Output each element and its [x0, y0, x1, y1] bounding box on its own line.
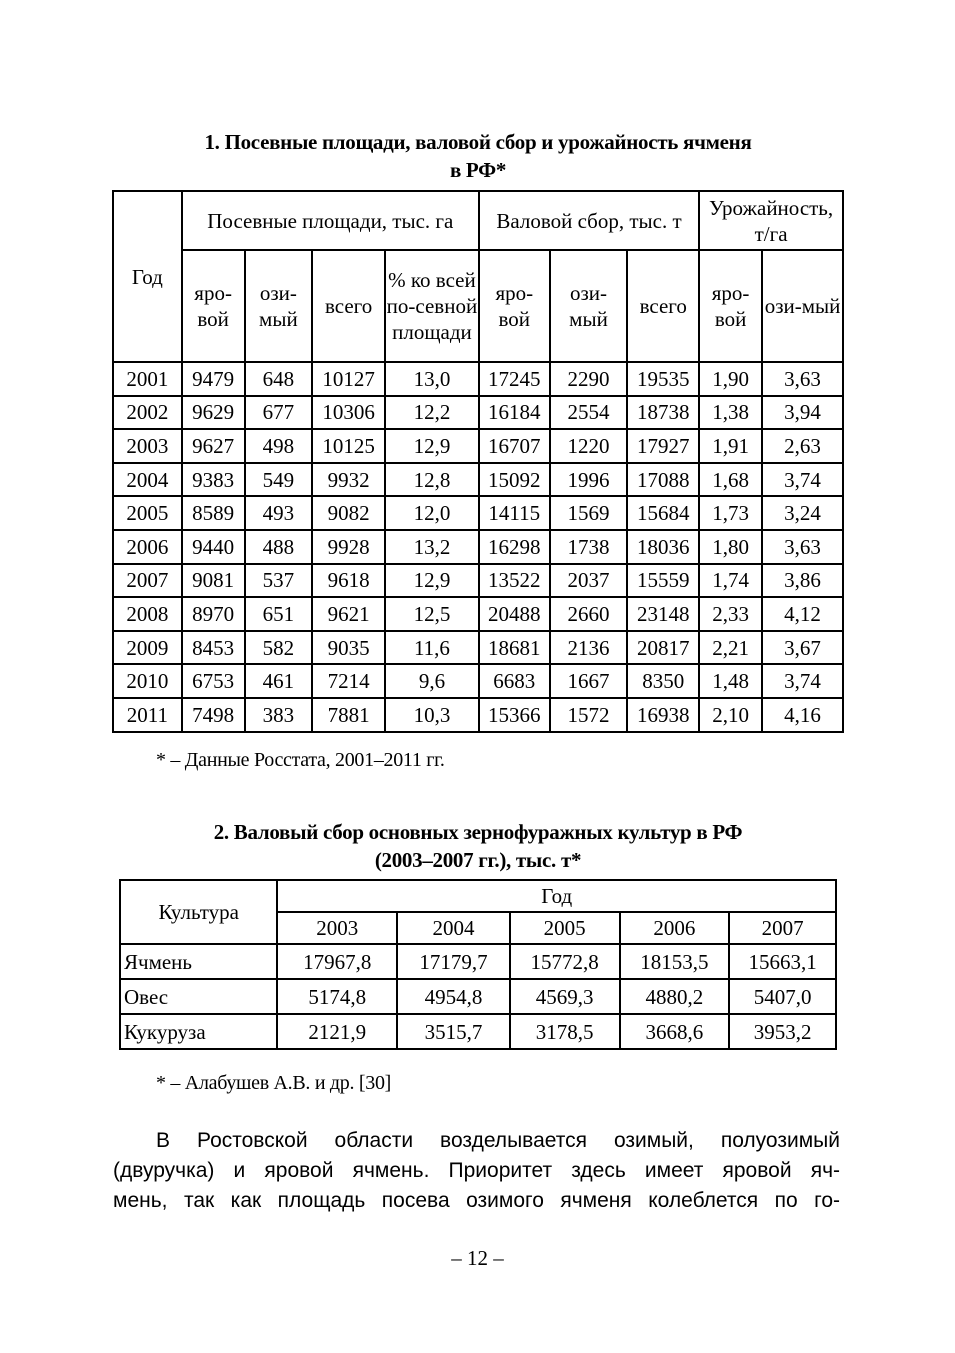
data-cell: 7881: [312, 698, 385, 732]
table-row: [113, 664, 843, 698]
data-cell: 9932: [312, 463, 385, 497]
header-harvest: Валовой сбор, тыс. т: [479, 191, 699, 250]
data-cell: 2290: [550, 362, 628, 396]
data-cell: 12,2: [385, 396, 479, 430]
data-cell: 13,0: [385, 362, 479, 396]
data-cell: 9618: [312, 564, 385, 598]
data-cell: 5174,8: [277, 979, 397, 1014]
data-cell: 18036: [627, 530, 699, 564]
data-cell: 6683: [479, 664, 550, 698]
data-cell: 651: [245, 597, 313, 631]
table1-caption-line2: в РФ*: [449, 158, 507, 182]
data-cell: 9082: [312, 496, 385, 530]
data-cell: 17245: [479, 362, 550, 396]
table-row: [120, 1014, 836, 1049]
data-cell: 9479: [182, 362, 245, 396]
data-cell: 2,33: [699, 597, 762, 631]
row-label-cell: 2006: [113, 530, 182, 564]
table1-footnote: * – Данные Росстата, 2001–2011 гг.: [156, 749, 445, 771]
data-cell: 23148: [627, 597, 699, 631]
row-label-cell: 2011: [113, 698, 182, 732]
table-row: [120, 979, 836, 1014]
data-cell: 383: [245, 698, 313, 732]
row-label-cell: 2007: [113, 564, 182, 598]
data-cell: 2554: [550, 396, 628, 430]
table-row: [113, 698, 843, 732]
data-cell: 9627: [182, 429, 245, 463]
data-cell: 10306: [312, 396, 385, 430]
header-year-group: Год: [277, 880, 836, 912]
data-cell: 2,63: [762, 429, 843, 463]
data-cell: 1,48: [699, 664, 762, 698]
data-cell: 1,38: [699, 396, 762, 430]
header-area-winter: ози-мый: [245, 250, 313, 362]
barley-table: [112, 190, 844, 733]
data-cell: 15559: [627, 564, 699, 598]
header-yield-spring: яро-вой: [699, 250, 762, 362]
data-cell: 1220: [550, 429, 628, 463]
paragraph-line: (двуручка) и яровой ячмень. Приоритет здесь имеет яровой яч-: [113, 1159, 840, 1182]
paragraph-line: В Ростовской области возделывается озимый, полуозимый: [156, 1129, 840, 1152]
data-cell: 16298: [479, 530, 550, 564]
data-cell: 9383: [182, 463, 245, 497]
data-cell: 15772,8: [510, 944, 620, 979]
data-cell: 488: [245, 530, 313, 564]
data-cell: 18153,5: [620, 944, 730, 979]
row-label-cell: 2003: [113, 429, 182, 463]
table-row: [113, 463, 843, 497]
data-cell: 3,74: [762, 463, 843, 497]
data-cell: 12,0: [385, 496, 479, 530]
table1-caption: [112, 128, 844, 184]
data-cell: 1,68: [699, 463, 762, 497]
data-cell: 12,9: [385, 564, 479, 598]
data-cell: 13522: [479, 564, 550, 598]
header-year-2006: 2006: [620, 912, 730, 944]
row-label-cell: 2010: [113, 664, 182, 698]
data-cell: 17967,8: [277, 944, 397, 979]
data-cell: 493: [245, 496, 313, 530]
data-cell: 18681: [479, 631, 550, 665]
row-label-cell: 2001: [113, 362, 182, 396]
header-area-spring: яро-вой: [182, 250, 245, 362]
data-cell: 8589: [182, 496, 245, 530]
data-cell: 1,80: [699, 530, 762, 564]
data-cell: 9,6: [385, 664, 479, 698]
table-row: [113, 429, 843, 463]
data-cell: 5407,0: [729, 979, 836, 1014]
header-year: Год: [113, 191, 182, 362]
data-cell: 461: [245, 664, 313, 698]
page-number: – 12 –: [451, 1246, 504, 1270]
data-cell: 20817: [627, 631, 699, 665]
data-cell: 15366: [479, 698, 550, 732]
data-cell: 648: [245, 362, 313, 396]
data-cell: 9440: [182, 530, 245, 564]
data-cell: 15663,1: [729, 944, 836, 979]
data-cell: 4,16: [762, 698, 843, 732]
data-cell: 2037: [550, 564, 628, 598]
row-label-cell: 2009: [113, 631, 182, 665]
data-cell: 14115: [479, 496, 550, 530]
table2-caption-line1: 2. Валовый сбор основных зернофуражных культур в РФ: [213, 820, 743, 844]
data-cell: 16707: [479, 429, 550, 463]
table-row: [113, 631, 843, 665]
header-area-percent: % ко всей по-севной площади: [385, 250, 479, 362]
data-cell: 10125: [312, 429, 385, 463]
data-cell: 582: [245, 631, 313, 665]
data-cell: 10,3: [385, 698, 479, 732]
data-cell: 10127: [312, 362, 385, 396]
data-cell: 12,9: [385, 429, 479, 463]
data-cell: 3,63: [762, 530, 843, 564]
data-cell: 11,6: [385, 631, 479, 665]
data-cell: 13,2: [385, 530, 479, 564]
data-cell: 8970: [182, 597, 245, 631]
data-cell: 12,8: [385, 463, 479, 497]
data-cell: 7214: [312, 664, 385, 698]
header-yield: Урожайность, т/га: [699, 191, 843, 250]
data-cell: 15092: [479, 463, 550, 497]
data-cell: 12,5: [385, 597, 479, 631]
table-row: [113, 396, 843, 430]
header-year-2005: 2005: [510, 912, 620, 944]
data-cell: 3,67: [762, 631, 843, 665]
barley-table-body: [113, 362, 843, 732]
header-harvest-winter: ози-мый: [550, 250, 628, 362]
data-cell: 2,21: [699, 631, 762, 665]
data-cell: 8453: [182, 631, 245, 665]
data-cell: 3,63: [762, 362, 843, 396]
row-label-cell: Ячмень: [120, 944, 277, 979]
row-label-cell: 2008: [113, 597, 182, 631]
data-cell: 498: [245, 429, 313, 463]
data-cell: 3515,7: [397, 1014, 510, 1049]
data-cell: 3,74: [762, 664, 843, 698]
data-cell: 3,94: [762, 396, 843, 430]
data-cell: 2660: [550, 597, 628, 631]
data-cell: 8350: [627, 664, 699, 698]
data-cell: 9035: [312, 631, 385, 665]
data-cell: 1738: [550, 530, 628, 564]
row-label-cell: 2004: [113, 463, 182, 497]
data-cell: 19535: [627, 362, 699, 396]
row-label-cell: 2005: [113, 496, 182, 530]
data-cell: 677: [245, 396, 313, 430]
data-cell: 9621: [312, 597, 385, 631]
header-crop: Культура: [120, 880, 277, 944]
data-cell: 20488: [479, 597, 550, 631]
data-cell: 2121,9: [277, 1014, 397, 1049]
header-harvest-total: всего: [627, 250, 699, 362]
paragraph-line: мень, так как площадь посева озимого ячменя колеблется по го-: [113, 1189, 840, 1212]
table2-caption: [112, 818, 844, 874]
data-cell: 9081: [182, 564, 245, 598]
table-row: [113, 530, 843, 564]
data-cell: 4,12: [762, 597, 843, 631]
forage-crops-table: [119, 879, 837, 1050]
data-cell: 1572: [550, 698, 628, 732]
data-cell: 1569: [550, 496, 628, 530]
data-cell: 2136: [550, 631, 628, 665]
table1-caption-line1: 1. Посевные площади, валовой сбор и урожайность ячменя: [204, 130, 752, 154]
table-row: [113, 496, 843, 530]
data-cell: 537: [245, 564, 313, 598]
data-cell: 7498: [182, 698, 245, 732]
data-cell: 16938: [627, 698, 699, 732]
data-cell: 3953,2: [729, 1014, 836, 1049]
header-year-2003: 2003: [277, 912, 397, 944]
header-harvest-spring: яро-вой: [479, 250, 550, 362]
data-cell: 4569,3: [510, 979, 620, 1014]
data-cell: 9629: [182, 396, 245, 430]
table-row: [113, 597, 843, 631]
table2-caption-line2: (2003–2007 гг.), тыс. т*: [374, 848, 582, 872]
data-cell: 3178,5: [510, 1014, 620, 1049]
data-cell: 3,24: [762, 496, 843, 530]
data-cell: 1667: [550, 664, 628, 698]
data-cell: 1,73: [699, 496, 762, 530]
forage-crops-table-body: [120, 944, 836, 1049]
data-cell: 4880,2: [620, 979, 730, 1014]
data-cell: 9928: [312, 530, 385, 564]
header-year-2007: 2007: [729, 912, 836, 944]
data-cell: 549: [245, 463, 313, 497]
table-row: [113, 362, 843, 396]
table-row: [120, 944, 836, 979]
data-cell: 1,91: [699, 429, 762, 463]
header-area-total: всего: [312, 250, 385, 362]
data-cell: 2,10: [699, 698, 762, 732]
data-cell: 18738: [627, 396, 699, 430]
header-year-2004: 2004: [397, 912, 510, 944]
data-cell: 4954,8: [397, 979, 510, 1014]
data-cell: 6753: [182, 664, 245, 698]
row-label-cell: Кукуруза: [120, 1014, 277, 1049]
header-yield-winter: ози-мый: [762, 250, 843, 362]
data-cell: 17927: [627, 429, 699, 463]
row-label-cell: Овес: [120, 979, 277, 1014]
row-label-cell: 2002: [113, 396, 182, 430]
data-cell: 3,86: [762, 564, 843, 598]
data-cell: 17088: [627, 463, 699, 497]
data-cell: 16184: [479, 396, 550, 430]
data-cell: 1996: [550, 463, 628, 497]
data-cell: 1,74: [699, 564, 762, 598]
header-area: Посевные площади, тыс. га: [182, 191, 479, 250]
data-cell: 15684: [627, 496, 699, 530]
table-row: [113, 564, 843, 598]
data-cell: 3668,6: [620, 1014, 730, 1049]
table2-footnote: * – Алабушев А.В. и др. [30]: [156, 1072, 392, 1094]
body-paragraph: [113, 1126, 840, 1216]
data-cell: 17179,7: [397, 944, 510, 979]
data-cell: 1,90: [699, 362, 762, 396]
